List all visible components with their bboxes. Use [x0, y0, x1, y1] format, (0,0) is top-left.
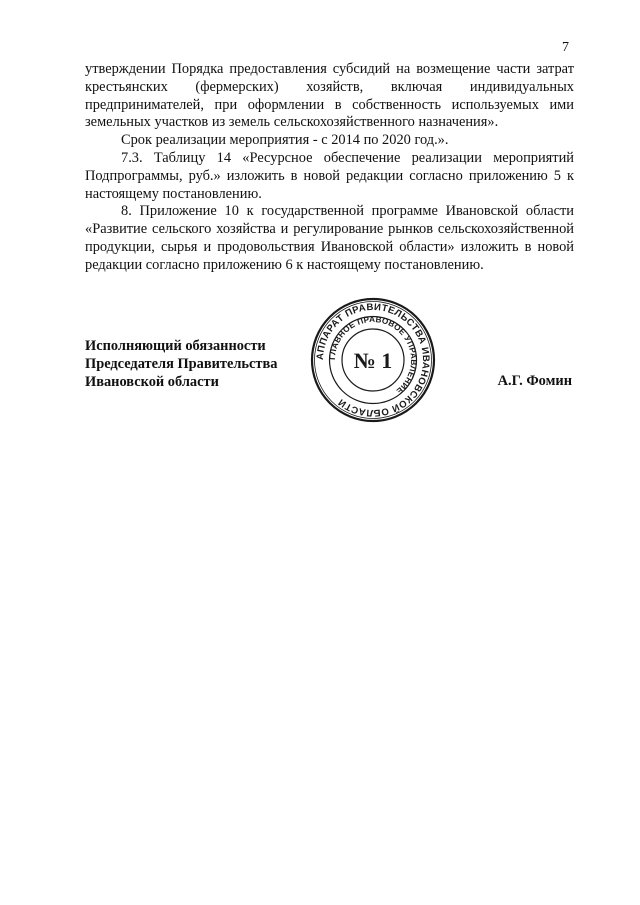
signature-position	[85, 337, 277, 391]
paragraph-8: 8. Приложение 10 к государственной программе Ивановской области «Развитие сельского хозяйства и регулирование рынков сельскохозяйственной продукции, сырья и продовольствия Ивановской области» изложить в новой редакции согласно приложению 6 к настоящему постановлению.	[85, 203, 574, 273]
document-body	[85, 61, 574, 275]
signature-position-line-2: Председателя Правительства	[85, 356, 278, 372]
signature-position-line-1: Исполняющий обязанности	[85, 338, 266, 354]
signature-position-line-3: Ивановской области	[85, 374, 219, 390]
stamp-inner-text: ГЛАВНОЕ ПРАВОВОЕ УПРАВЛЕНИЕ	[327, 314, 419, 396]
stamp-center-number: № 1	[353, 348, 393, 373]
paragraph-term: Срок реализации мероприятия - с 2014 по 2020 год.».	[121, 132, 449, 149]
stamp-outer-text: АППАРАТ ПРАВИТЕЛЬСТВА ИВАНОВСКОЙ ОБЛАСТИ	[314, 301, 432, 419]
page-number: 7	[562, 40, 569, 55]
official-stamp	[309, 296, 437, 424]
signer-name: А.Г. Фомин	[497, 373, 572, 389]
paragraph-approval: утверждении Порядка предоставления субсидий на возмещение части затрат крестьянских (фермерских) хозяйств, включая индивидуальных предпринимателей, при оформлении в собственность используемых ими земельных участков из земель сельскохозяйственного назначения».	[85, 61, 574, 131]
paragraph-7-3: 7.3. Таблицу 14 «Ресурсное обеспечение реализации мероприятий Подпрограммы, руб.» изложить в новой редакции согласно приложению 5 к настоящему постановлению.	[85, 149, 574, 202]
